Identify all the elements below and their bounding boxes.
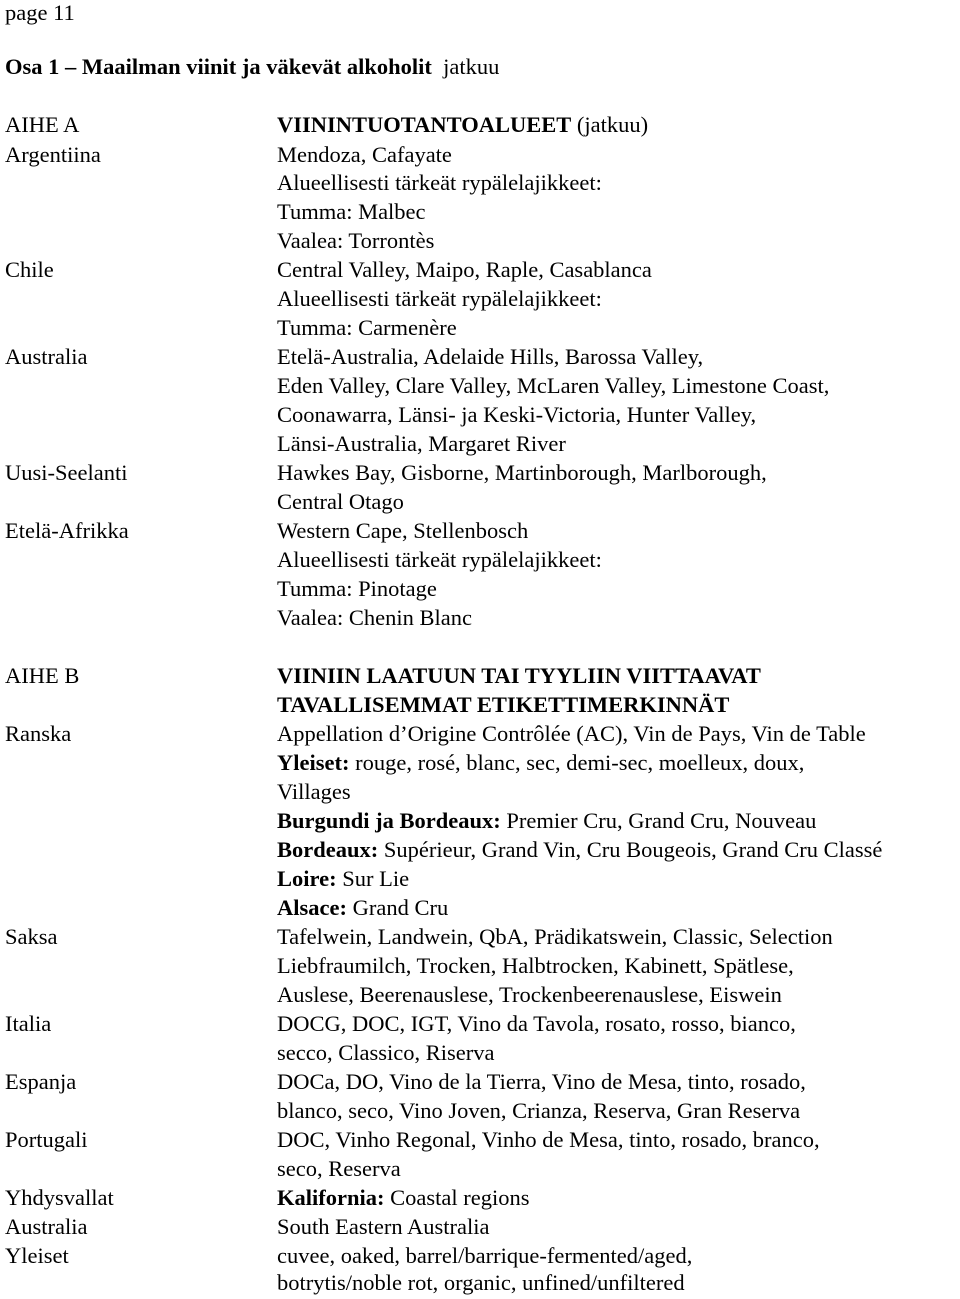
label-term-line (277, 1214, 489, 1240)
grape-line: Vaalea: Torrontès (277, 228, 435, 253)
topic-a-title-suffix: (jatkuu) (576, 112, 649, 137)
topic-b-label: AIHE B (5, 663, 80, 688)
label-term-line (277, 866, 409, 892)
term-list: rouge, rosé, blanc, sec, demi-sec, moelleux, doux, (349, 750, 805, 775)
term-list: Auslese, Beerenauslese, Trockenbeerenauslese, Eiswein (277, 982, 782, 1007)
region-line: Etelä-Australia, Adelaide Hills, Barossa Valley, (277, 344, 704, 369)
term-list: cuvee, oaked, barrel/barrique-fermented/aged, (277, 1243, 693, 1268)
term-list: South Eastern Australia (277, 1214, 490, 1239)
label-term-line (277, 982, 782, 1008)
country-label: Ranska (5, 721, 72, 746)
term-list: Appellation d’Origine Contrôlée (AC), Vin de Pays, Vin de Table (277, 721, 866, 746)
term-list: DOCa, DO, Vino de la Tierra, Vino de Mesa, tinto, rosado, (277, 1069, 806, 1094)
region-line: Länsi-Australia, Margaret River (277, 431, 566, 456)
label-term-line (277, 1156, 401, 1182)
country-label: Yhdysvallat (5, 1185, 114, 1210)
label-term-line (277, 1185, 529, 1211)
country-label: Italia (5, 1011, 52, 1036)
region-line: Central Valley, Maipo, Raple, Casablanca (277, 257, 652, 282)
section-heading-title: Osa 1 – Maailman viinit ja väkevät alkoholit (5, 54, 432, 79)
label-term-line (277, 1040, 494, 1066)
section-heading-continued: jatkuu (443, 54, 500, 79)
region-line: Hawkes Bay, Gisborne, Martinborough, Marlborough, (277, 460, 767, 485)
term-category: Alsace: (277, 895, 347, 920)
label-term-line (277, 1011, 796, 1037)
topic-a-label: AIHE A (5, 112, 80, 137)
label-term-line (277, 953, 794, 979)
region-line: Coonawarra, Länsi- ja Keski-Victoria, Hunter Valley, (277, 402, 757, 427)
label-term-line (277, 779, 351, 805)
grape-heading: Alueellisesti tärkeät rypälelajikkeet: (277, 170, 602, 195)
label-term-line (277, 895, 448, 921)
label-term-line (277, 721, 866, 747)
region-line: Mendoza, Cafayate (277, 142, 452, 167)
term-category: Bordeaux: (277, 837, 379, 862)
term-list: Villages (277, 779, 351, 804)
term-list: secco, Classico, Riserva (277, 1040, 495, 1065)
topic-b-title: VIINIIN LAATUUN TAI TYYLIIN VIITTAAVAT (277, 663, 761, 688)
country-label: Portugali (5, 1127, 88, 1152)
label-term-line (277, 1270, 685, 1296)
term-list: seco, Reserva (277, 1156, 401, 1181)
grape-heading: Alueellisesti tärkeät rypälelajikkeet: (277, 286, 602, 311)
term-list: DOC, Vinho Regonal, Vinho de Mesa, tinto, rosado, branco, (277, 1127, 820, 1152)
grape-heading: Alueellisesti tärkeät rypälelajikkeet: (277, 547, 602, 572)
label-term-line (277, 808, 816, 834)
term-list: Grand Cru (346, 895, 449, 920)
term-list: Coastal regions (384, 1185, 530, 1210)
term-list: Premier Cru, Grand Cru, Nouveau (500, 808, 817, 833)
label-term-line (277, 1069, 806, 1095)
grape-line: Tumma: Pinotage (277, 576, 437, 601)
topic-b-title: TAVALLISEMMAT ETIKETTIMERKINNÄT (277, 692, 730, 717)
country-label: Australia (5, 344, 88, 369)
term-list: Supérieur, Grand Vin, Cru Bougeois, Grand Cru Classé (378, 837, 883, 862)
country-label: Etelä-Afrikka (5, 518, 129, 543)
term-category: Yleiset: (277, 750, 350, 775)
region-line: Western Cape, Stellenbosch (277, 518, 529, 543)
country-label: Uusi-Seelanti (5, 460, 128, 485)
term-list: botrytis/noble rot, organic, unfined/unfiltered (277, 1270, 685, 1295)
label-term-line (277, 1098, 800, 1124)
term-list: Sur Lie (336, 866, 410, 891)
region-line: Eden Valley, Clare Valley, McLaren Valley, Limestone Coast, (277, 373, 830, 398)
country-label: Espanja (5, 1069, 77, 1094)
grape-line: Tumma: Carmenère (277, 315, 457, 340)
country-label: Argentiina (5, 142, 101, 167)
label-term-line (277, 1243, 692, 1269)
country-label: Yleiset (5, 1243, 69, 1268)
term-list: DOCG, DOC, IGT, Vino da Tavola, rosato, rosso, bianco, (277, 1011, 796, 1036)
country-label: Australia (5, 1214, 88, 1239)
term-list: Tafelwein, Landwein, QbA, Prädikatswein, Classic, Selection (277, 924, 833, 949)
term-list: Liebfraumilch, Trocken, Halbtrocken, Kabinett, Spätlese, (277, 953, 794, 978)
term-category: Burgundi ja Bordeaux: (277, 808, 501, 833)
country-label: Saksa (5, 924, 58, 949)
grape-line: Vaalea: Chenin Blanc (277, 605, 472, 630)
label-term-line (277, 924, 833, 950)
region-line: Central Otago (277, 489, 404, 514)
label-term-line (277, 837, 882, 863)
page-number: page 11 (5, 0, 75, 25)
grape-line: Tumma: Malbec (277, 199, 426, 224)
term-category: Kalifornia: (277, 1185, 385, 1210)
label-term-line (277, 750, 804, 776)
topic-a-title-text: VIININTUOTANTOALUEET (277, 112, 572, 137)
term-list: blanco, seco, Vino Joven, Crianza, Reserva, Gran Reserva (277, 1098, 801, 1123)
topic-a-title (277, 112, 648, 138)
label-term-line (277, 1127, 820, 1153)
section-heading (5, 54, 499, 80)
term-category: Loire: (277, 866, 337, 891)
country-label: Chile (5, 257, 54, 282)
